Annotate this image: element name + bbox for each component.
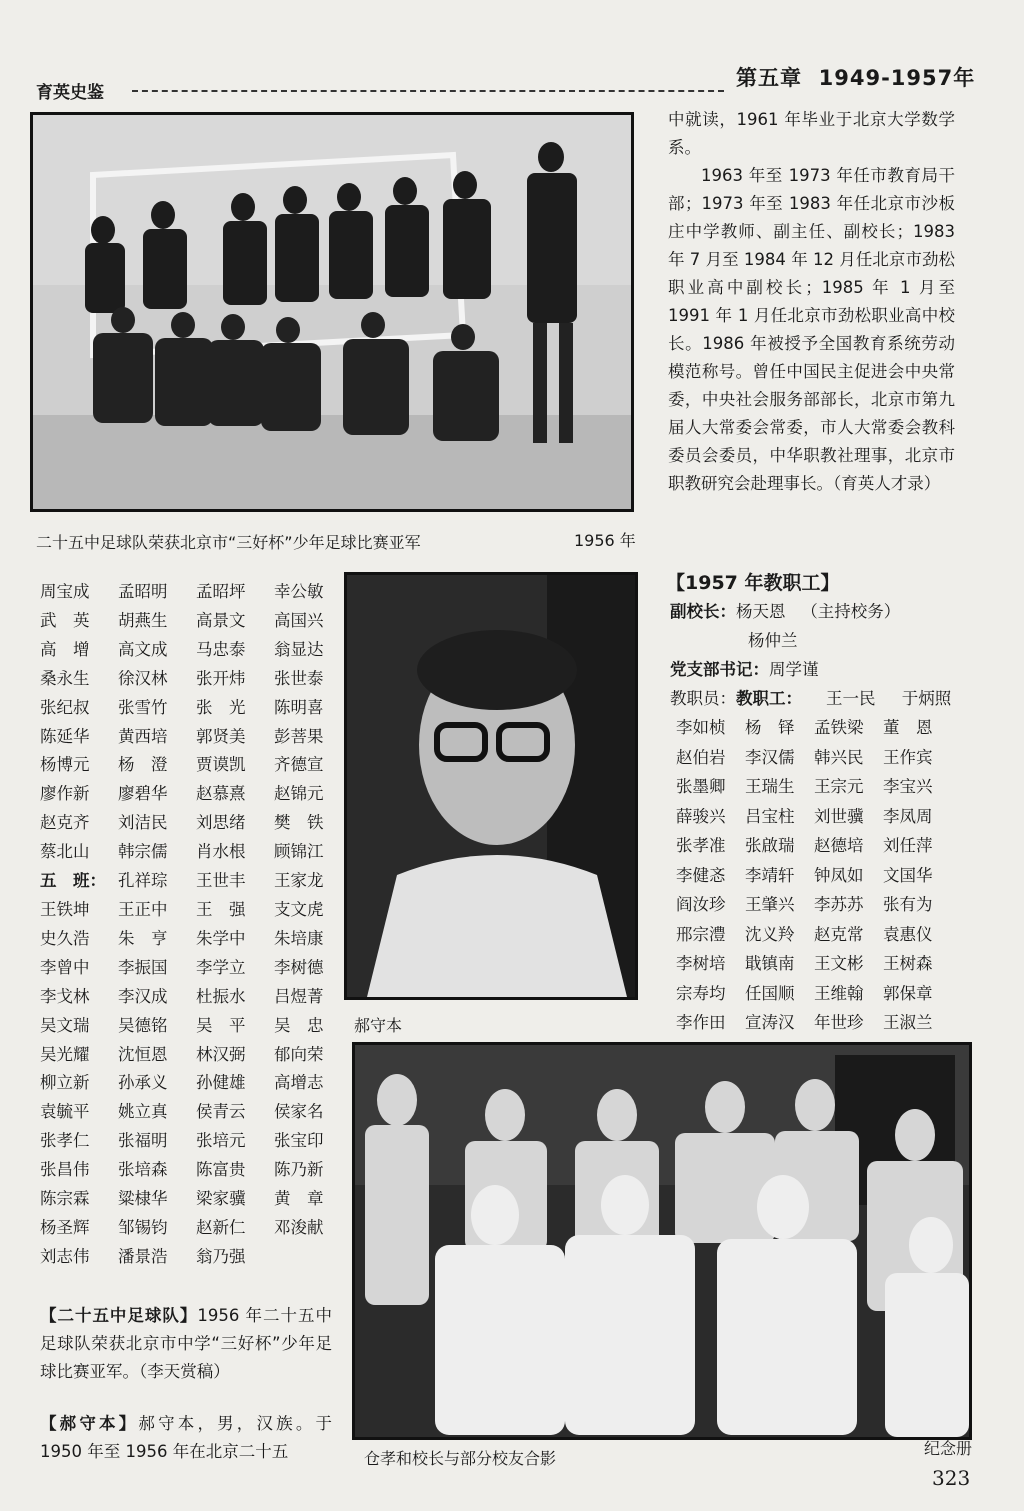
- list-item: 陈明喜: [274, 697, 324, 717]
- header-divider: [132, 90, 724, 92]
- list-item: 李凤周: [883, 806, 933, 826]
- list-item: 韩宗儒: [118, 842, 168, 862]
- vice-principal-1: 杨天恩: [736, 602, 786, 621]
- staff-first-row: [826, 684, 951, 713]
- list-item: 王肇兴: [745, 895, 795, 914]
- list-item: 高景文: [196, 610, 246, 630]
- list-item: 袁毓平: [40, 1102, 90, 1122]
- list-item: 黄 章: [274, 1189, 324, 1209]
- vice-principal-2: 杨仲兰: [748, 631, 798, 650]
- list-item: 孙承义: [118, 1073, 168, 1093]
- list-item: 赵德培: [814, 836, 864, 855]
- list-item: 吴 忠: [274, 1015, 324, 1035]
- list-item: 张啟瑞: [745, 836, 795, 855]
- football-team-photo: [30, 112, 634, 512]
- list-item: 刘志伟: [40, 1246, 90, 1266]
- list-item: 年世珍: [814, 1013, 864, 1032]
- list-item: 杨圣辉: [40, 1217, 90, 1237]
- list-item: 张开炜: [196, 668, 246, 688]
- staff-label-2: 教职工：: [736, 689, 802, 708]
- vice-principal-line: [670, 597, 900, 626]
- list-item: 王宗元: [814, 777, 864, 796]
- list-item: 王淑兰: [883, 1013, 933, 1032]
- list-item: 支文虎: [274, 899, 324, 919]
- list-item: 姚立真: [118, 1102, 168, 1122]
- list-item: 吕宝柱: [745, 806, 795, 826]
- list-item: 邹锡钧: [118, 1217, 168, 1237]
- portrait-image: [347, 575, 635, 997]
- list-item: 薛骏兴: [676, 806, 726, 826]
- list-item: 于炳照: [901, 689, 952, 708]
- list-item: 陈宗霖: [40, 1189, 90, 1209]
- list-item: 刘世骥: [814, 806, 864, 826]
- list-item: 孟铁梁: [814, 718, 864, 737]
- list-item: 李健忞: [676, 865, 726, 885]
- list-item: 王铁坤: [40, 899, 90, 919]
- list-item: 侯青云: [196, 1102, 246, 1122]
- list-item: 王维翰: [814, 983, 864, 1003]
- list-item: 梁家骥: [196, 1189, 246, 1209]
- list-item: 王家龙: [274, 871, 324, 891]
- list-item: 李戈林: [40, 986, 90, 1006]
- list-item: 齐德宣: [274, 755, 324, 775]
- list-item: 顾锦江: [274, 842, 324, 862]
- list-item: 张孝准: [676, 836, 726, 855]
- list-item: 李如桢: [676, 718, 726, 737]
- list-item: 高文成: [118, 639, 168, 659]
- list-item: 阎汝珍: [676, 895, 726, 914]
- chapter-label: 第五章: [736, 66, 802, 90]
- list-item: 杨 澄: [118, 755, 168, 775]
- list-item: 李靖轩: [745, 865, 795, 885]
- list-item: 孙健雄: [196, 1073, 246, 1093]
- list-item: 林汉弼: [196, 1044, 246, 1064]
- portrait-photo: [344, 572, 638, 1000]
- list-item: 杜振水: [196, 986, 246, 1006]
- list-item: 李作田: [676, 1013, 726, 1032]
- list-item: 彭菩果: [274, 726, 324, 746]
- list-item: 张世泰: [274, 668, 324, 688]
- staff-label: 教职员：: [670, 689, 736, 708]
- staff-label-line: [670, 684, 802, 713]
- list-item: 宣涛汉: [745, 1013, 795, 1032]
- list-item: 文国华: [883, 865, 933, 885]
- group-photo-image: [355, 1045, 969, 1437]
- list-item: 王一民: [826, 689, 876, 708]
- list-item: 郁向荣: [274, 1044, 324, 1064]
- list-item: 张宝印: [274, 1131, 324, 1151]
- list-item: 刘思绪: [196, 813, 246, 833]
- party-secretary-line: [670, 655, 819, 684]
- football-team-entry-text: 1956 年二十五中足球队荣获北京市中学“三好杯”少年足球比赛亚军。（李天赏稿）: [40, 1306, 332, 1381]
- list-item: 张培森: [118, 1160, 168, 1180]
- football-team-photo-image: [33, 115, 631, 509]
- list-item: 李学立: [196, 957, 246, 977]
- list-item: 樊 铁: [274, 813, 324, 833]
- list-item: 李曾中: [40, 957, 90, 977]
- list-item: 马忠泰: [196, 639, 246, 659]
- list-item: 钟凤如: [814, 865, 864, 885]
- hao-shouben-entry-title: 【郝守本】: [40, 1414, 139, 1433]
- portrait-caption: 郝守本: [354, 1016, 403, 1035]
- list-item: 沈恒恩: [118, 1044, 168, 1064]
- list-item: 赵慕熹: [196, 784, 246, 804]
- list-item: 王 强: [196, 899, 246, 919]
- list-item: 王正中: [118, 899, 168, 919]
- list-item: 高 增: [40, 639, 90, 659]
- list-item: 吴光耀: [40, 1044, 90, 1064]
- party-secretary-label: 党支部书记：: [670, 660, 769, 679]
- list-item: 吕煜菁: [274, 986, 324, 1006]
- vice-principal-label: 副校长：: [670, 602, 736, 621]
- list-item: 翁显达: [274, 639, 324, 659]
- list-item: 吴文瑞: [40, 1015, 90, 1035]
- football-team-entry-title: 【二十五中足球队】: [40, 1306, 198, 1325]
- list-item: 赵克常: [814, 924, 864, 944]
- list-item: 王树森: [883, 954, 933, 973]
- list-item: 孟昭明: [118, 582, 168, 601]
- list-item: 李树德: [274, 957, 324, 977]
- list-item: 高增志: [274, 1073, 324, 1093]
- group-photo: [352, 1042, 972, 1440]
- list-item: 邢宗澧: [676, 924, 726, 944]
- chapter-years: 1949-1957年: [818, 66, 976, 90]
- list-item: 董 恩: [883, 718, 933, 737]
- list-item: 朱 亨: [118, 928, 168, 948]
- hao-shouben-entry-text: 郝守本，男，汉族。于 1950 年至 1956 年在北京二十五: [40, 1414, 333, 1461]
- list-item: 韩兴民: [814, 747, 864, 767]
- list-item: 廖作新: [40, 784, 90, 804]
- list-item: 吴 平: [196, 1015, 246, 1035]
- list-item: 陈富贵: [196, 1160, 246, 1180]
- list-item: 赵锦元: [274, 784, 324, 804]
- list-item: 肖水根: [196, 842, 246, 862]
- list-item: 朱培康: [274, 928, 324, 948]
- list-item: 张 光: [196, 697, 246, 717]
- list-item: 胡燕生: [118, 610, 168, 630]
- list-item: 李苏苏: [814, 895, 864, 914]
- list-item: 李树培: [676, 954, 726, 973]
- vice-principal-note: （主持校务）: [801, 602, 901, 621]
- list-item: 王世丰: [196, 871, 246, 891]
- list-item: 侯家名: [274, 1102, 324, 1122]
- list-item: 李汉成: [118, 986, 168, 1006]
- list-item: 武 英: [40, 610, 90, 630]
- list-item: 王文彬: [814, 954, 864, 973]
- list-item: 黄西培: [118, 726, 168, 746]
- staff-heading: 【1957 年教职工】: [666, 572, 840, 594]
- list-item: 王作宾: [883, 747, 933, 767]
- list-item: 张培元: [196, 1131, 246, 1151]
- hao-shouben-entry: [40, 1410, 332, 1466]
- bio-paragraph-1: 中就读，1961 年毕业于北京大学数学系。: [668, 110, 955, 157]
- football-photo-caption: 二十五中足球队荣获北京市“三好杯”少年足球比赛亚军: [36, 533, 421, 552]
- list-item: 蔡北山: [40, 842, 90, 862]
- list-item: 周宝成: [40, 582, 90, 601]
- football-photo-year: 1956 年: [574, 531, 636, 550]
- list-item: 张昌伟: [40, 1160, 90, 1180]
- list-item: 张孝仁: [40, 1131, 90, 1151]
- list-item: 赵克齐: [40, 813, 90, 833]
- football-team-entry: [40, 1302, 332, 1386]
- list-item: 袁惠仪: [883, 924, 933, 944]
- class5-label: 五 班：: [40, 871, 106, 891]
- list-item: 孟昭坪: [196, 582, 246, 601]
- list-item: 赵伯岩: [676, 747, 726, 767]
- list-item: 张福明: [118, 1131, 168, 1151]
- list-item: 廖碧华: [118, 784, 168, 804]
- staff-name-list: [676, 713, 952, 1038]
- book-title: 育英史鉴: [36, 83, 104, 103]
- list-item: 李汉儒: [745, 747, 795, 767]
- list-item: 孔祥琮: [118, 871, 168, 891]
- student-name-list: [40, 578, 352, 1272]
- footer-note: 纪念册: [924, 1439, 973, 1458]
- list-item: 张雪竹: [118, 697, 168, 717]
- list-item: 张墨卿: [676, 777, 726, 796]
- list-item: 朱学中: [196, 928, 246, 948]
- list-item: 张有为: [883, 895, 933, 914]
- list-item: 沈义羚: [745, 924, 795, 944]
- list-item: 宗寿均: [676, 983, 726, 1003]
- list-item: 粱棣华: [118, 1189, 168, 1209]
- bio-continuation: [668, 106, 955, 498]
- list-item: 郭保章: [883, 983, 933, 1003]
- list-item: 刘任萍: [883, 836, 933, 855]
- list-item: 桑永生: [40, 668, 90, 688]
- list-item: 高国兴: [274, 610, 324, 630]
- list-item: 翁乃强: [196, 1246, 246, 1266]
- list-item: 郭贤美: [196, 726, 246, 746]
- list-item: 陈乃新: [274, 1160, 324, 1180]
- list-item: 贾谟凯: [196, 755, 246, 775]
- list-item: 任国顺: [745, 983, 795, 1003]
- list-item: 史久浩: [40, 928, 90, 948]
- list-item: 戢镇南: [745, 954, 795, 973]
- list-item: 杨博元: [40, 755, 90, 775]
- group-photo-caption: 仓孝和校长与部分校友合影: [364, 1449, 557, 1468]
- bio-paragraph-2: 1963 年至 1973 年任市教育局干部；1973 年至 1983 年任北京市沙板庄中学教师、副主任、副校长；1983 年 7 月至 1984 年 12 月任北京市劲松职业高中副校长；1985 年 1 月至 1991 年 1 月任北京市劲松职业高中校长。1986 年被授予全国教育系统劳动模范称号。曾任中国民主促进会中央常委，中央社会服务部部长，北京市第九届人大常委会常委，市人大常委会教科委员会委员，中华职教社理事，北京市职教研究会赴理事长。（育英人才录）: [668, 166, 955, 493]
- list-item: 刘洁民: [118, 813, 168, 833]
- list-item: 陈延华: [40, 726, 90, 746]
- list-item: 李振国: [118, 957, 168, 977]
- list-item: 杨 铎: [745, 718, 795, 737]
- list-item: 柳立新: [40, 1073, 90, 1093]
- party-secretary-name: 周学谨: [769, 660, 819, 679]
- list-item: 张纪叔: [40, 697, 90, 717]
- list-item: 潘景浩: [118, 1246, 168, 1266]
- page-number: 323: [932, 1466, 971, 1490]
- chapter-title: [736, 62, 975, 92]
- list-item: 吴德铭: [118, 1015, 168, 1035]
- list-item: 邓浚献: [274, 1217, 324, 1237]
- list-item: 赵新仁: [196, 1217, 246, 1237]
- list-item: 徐汉林: [118, 668, 168, 688]
- list-item: 李宝兴: [883, 777, 933, 796]
- list-item: 王瑞生: [745, 777, 795, 796]
- list-item: 幸公敏: [274, 582, 324, 601]
